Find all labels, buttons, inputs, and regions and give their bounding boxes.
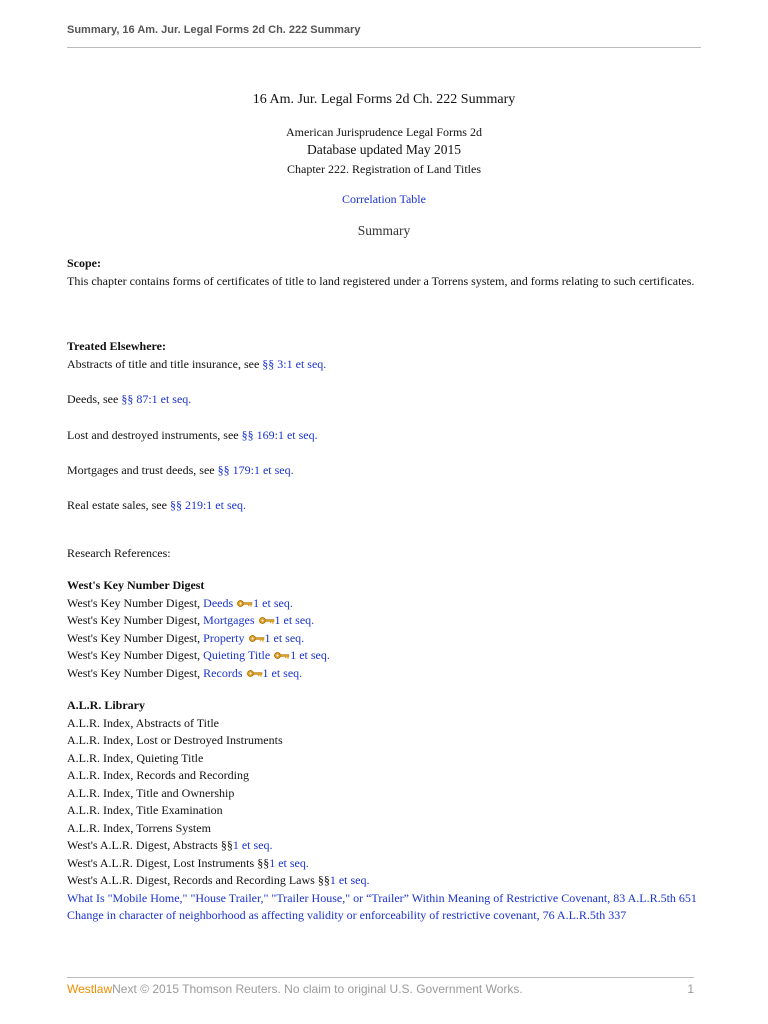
alr-index-item: A.L.R. Index, Title and Ownership	[67, 785, 235, 800]
key-number-link[interactable]: 1 et seq.	[290, 648, 330, 662]
alr-annotation-link[interactable]: What Is "Mobile Home," "House Trailer," "Trailer House," or “Trailer” Within Meaning of Restrictive Covenant, 83 A.L.R.5th 651	[67, 890, 697, 905]
item-text: West's A.L.R. Digest, Abstracts §§	[67, 838, 233, 852]
key-icon	[237, 599, 253, 608]
key-digest-item	[67, 665, 701, 683]
scope-heading: Scope:	[67, 256, 101, 270]
item-prefix: West's Key Number Digest,	[67, 648, 204, 662]
alr-annotation-link[interactable]: Change in character of neighborhood as affecting validity or enforceability of restrictive covenant, 76 A.L.R.5th 337	[67, 908, 627, 922]
item-text: Abstracts of title and title insurance, see	[67, 356, 263, 371]
treated-elsewhere-heading: Treated Elsewhere:	[67, 339, 166, 353]
document-title: 16 Am. Jur. Legal Forms 2d Ch. 222 Summary	[252, 92, 516, 107]
key-digest-item	[67, 630, 701, 648]
copyright-notice: © 2015 Thomson Reuters. No claim to original U.S. Government Works.	[136, 982, 523, 996]
brand-next: Next	[112, 982, 137, 996]
section-link[interactable]: §§ 87:1 et seq.	[121, 392, 192, 406]
item-text: Real estate sales, see	[67, 498, 170, 512]
brand-westlaw: Westlaw	[67, 982, 113, 996]
section-heading: Summary	[357, 223, 411, 238]
item-text: Deeds, see	[67, 392, 122, 406]
page-number: 1	[687, 982, 694, 996]
key-digest-item	[67, 647, 701, 665]
key-number-link[interactable]: 1 et seq.	[253, 595, 293, 610]
treated-elsewhere-item	[67, 462, 701, 480]
item-text: West's A.L.R. Digest, Lost Instruments §§	[67, 855, 270, 870]
section-link[interactable]: §§ 219:1 et seq.	[169, 498, 246, 512]
alr-digest-link[interactable]: 1 et seq.	[232, 838, 273, 852]
alr-digest-item	[67, 837, 701, 855]
running-header: Summary, 16 Am. Jur. Legal Forms 2d Ch. 222 Summary	[67, 24, 701, 48]
correlation-table-link[interactable]: Correlation Table	[342, 192, 426, 206]
key-number-link[interactable]: 1 et seq.	[264, 630, 305, 645]
key-icon	[249, 634, 265, 643]
footer-divider	[67, 977, 694, 978]
alr-digest-item	[67, 872, 701, 890]
alr-index-item: A.L.R. Index, Title Examination	[67, 803, 223, 817]
alr-digest-item	[67, 855, 701, 873]
alr-index-item: A.L.R. Index, Records and Recording	[67, 768, 249, 782]
key-digest-section	[67, 577, 701, 682]
page-footer	[67, 982, 694, 996]
digest-topic-link[interactable]: Deeds	[203, 595, 234, 610]
scope-section	[67, 255, 701, 290]
key-number-link[interactable]: 1 et seq.	[274, 613, 315, 627]
alr-index-item: A.L.R. Index, Abstracts of Title	[67, 715, 219, 730]
item-prefix: West's Key Number Digest,	[67, 613, 204, 627]
digest-topic-link[interactable]: Property	[203, 630, 245, 645]
westlaw-logo	[67, 982, 137, 996]
alr-index-item: A.L.R. Index, Lost or Destroyed Instruments	[67, 733, 283, 747]
key-icon	[274, 651, 290, 660]
alr-index-item: A.L.R. Index, Quieting Title	[67, 750, 204, 765]
key-icon	[247, 669, 263, 678]
treated-elsewhere-item	[67, 356, 701, 374]
item-prefix: West's Key Number Digest,	[67, 665, 204, 680]
treated-elsewhere-item	[67, 427, 701, 445]
database-updated: Database updated May 2015	[306, 142, 462, 157]
digest-topic-link[interactable]: Records	[203, 665, 243, 680]
key-digest-item	[67, 595, 701, 613]
key-icon	[259, 616, 275, 625]
treated-elsewhere-item	[67, 391, 701, 409]
series-name: American Jurisprudence Legal Forms 2d	[286, 125, 482, 139]
section-link[interactable]: §§ 3:1 et seq.	[262, 356, 327, 371]
digest-topic-link[interactable]: Quieting Title	[203, 648, 271, 662]
key-digest-heading: West's Key Number Digest	[67, 578, 205, 592]
treated-elsewhere-section	[67, 338, 701, 373]
digest-topic-link[interactable]: Mortgages	[203, 613, 255, 627]
alr-digest-link[interactable]: 1 et seq.	[269, 855, 309, 870]
section-link[interactable]: §§ 169:1 et seq.	[241, 428, 318, 442]
chapter-title: Chapter 222. Registration of Land Titles	[287, 162, 481, 176]
treated-elsewhere-item	[67, 497, 701, 515]
alr-library-section	[67, 697, 701, 925]
scope-text: This chapter contains forms of certificates of title to land registered under a Torrens system, and forms relating to such certificates.	[67, 273, 695, 288]
research-references-heading: Research References:	[67, 546, 171, 560]
item-text: Mortgages and trust deeds, see	[67, 463, 218, 477]
alr-digest-link[interactable]: 1 et seq.	[329, 873, 370, 887]
key-digest-item	[67, 612, 701, 630]
item-text: Lost and destroyed instruments, see	[67, 428, 242, 442]
item-text: West's A.L.R. Digest, Records and Recording Laws §§	[67, 873, 330, 887]
key-number-link[interactable]: 1 et seq.	[262, 665, 303, 680]
item-prefix: West's Key Number Digest,	[67, 595, 204, 610]
item-prefix: West's Key Number Digest,	[67, 630, 204, 645]
section-link[interactable]: §§ 179:1 et seq.	[217, 463, 294, 477]
alr-index-item: A.L.R. Index, Torrens System	[67, 820, 211, 835]
alr-library-heading: A.L.R. Library	[67, 698, 145, 712]
